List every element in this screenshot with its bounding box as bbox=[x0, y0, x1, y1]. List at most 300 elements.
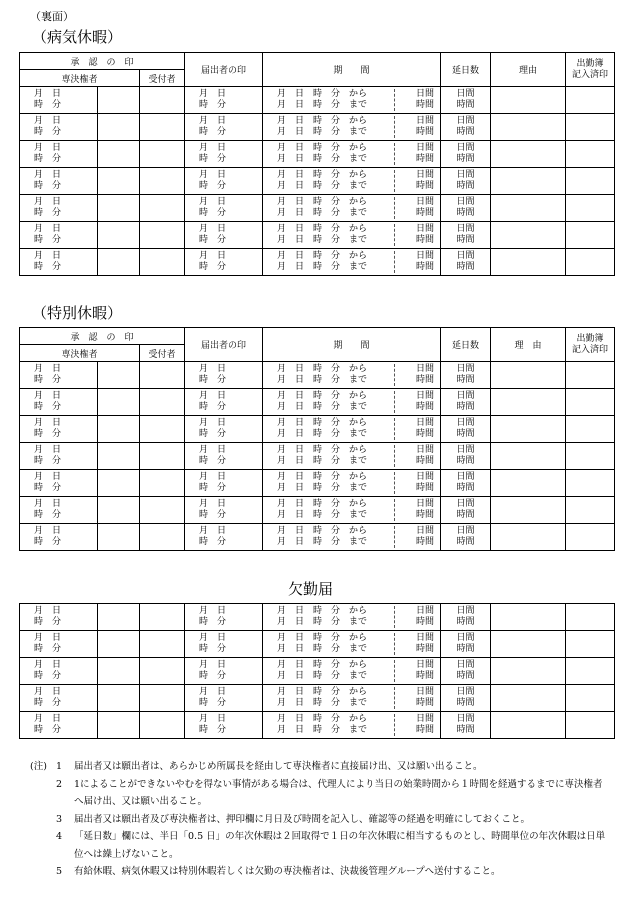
days-unit: 日間 bbox=[456, 197, 475, 207]
approver-time-cell[interactable] bbox=[20, 389, 98, 416]
days-unit: 日間 bbox=[416, 116, 435, 126]
month-day-label: 月 日 bbox=[199, 418, 227, 428]
approver-seal-cell[interactable] bbox=[98, 443, 140, 470]
hour-minute-label: 時 分 bbox=[199, 208, 227, 218]
receiver-seal-cell[interactable] bbox=[140, 631, 185, 658]
period-from-label: 月 日 時 分 から bbox=[277, 526, 368, 536]
days-unit: 日間 bbox=[415, 606, 434, 616]
applicant-seal-cell[interactable] bbox=[185, 389, 263, 416]
period-duration bbox=[416, 416, 434, 442]
period-to-label: 月 日 時 分 まで bbox=[277, 671, 368, 681]
month-day-label: 月 日 bbox=[34, 633, 62, 643]
approver-seal-cell[interactable] bbox=[98, 524, 140, 551]
attendance-seal-cell[interactable] bbox=[566, 141, 615, 168]
attendance-seal-cell[interactable] bbox=[566, 87, 615, 114]
hours-unit: 時間 bbox=[416, 235, 435, 245]
period-duration bbox=[416, 195, 434, 221]
approver-time-cell[interactable] bbox=[20, 416, 98, 443]
receiver-seal-cell[interactable] bbox=[140, 604, 185, 631]
table-row bbox=[20, 497, 615, 524]
days-unit: 日間 bbox=[456, 89, 475, 99]
attendance-header-line2: 記入済印 bbox=[572, 69, 609, 80]
days-unit: 日間 bbox=[416, 197, 435, 207]
applicant-seal-cell[interactable] bbox=[185, 195, 263, 222]
period-divider bbox=[394, 606, 395, 628]
receiver-seal-cell[interactable] bbox=[140, 168, 185, 195]
applicant-seal-cell[interactable] bbox=[185, 685, 263, 712]
attendance-seal-cell[interactable] bbox=[566, 195, 615, 222]
month-day-label: 月 日 bbox=[34, 687, 62, 697]
applicant-seal-cell[interactable] bbox=[185, 443, 263, 470]
sick-leave-table bbox=[19, 52, 615, 276]
hours-unit: 時間 bbox=[416, 456, 435, 466]
note-text: 「延日数」欄には、半日「0.5 日」の年次休暇は２回取得で１日の年次休暇に相当するものとし、時間単位の年次休暇は日単位へは繰上げないこと。 bbox=[74, 831, 606, 860]
table-row bbox=[20, 470, 615, 497]
receiver-seal-cell[interactable] bbox=[140, 685, 185, 712]
attendance-seal-cell[interactable] bbox=[566, 685, 615, 712]
receiver-seal-cell[interactable] bbox=[140, 87, 185, 114]
period-from-label: 月 日 時 分 から bbox=[277, 472, 368, 482]
period-cell[interactable] bbox=[263, 604, 441, 631]
month-day-label: 月 日 bbox=[34, 170, 62, 180]
period-divider bbox=[394, 714, 395, 736]
period-divider bbox=[394, 251, 395, 273]
table-row bbox=[20, 604, 615, 631]
receiver-seal-cell[interactable] bbox=[140, 362, 185, 389]
approver-time-cell[interactable] bbox=[20, 685, 98, 712]
table-row bbox=[20, 362, 615, 389]
approver-seal-cell[interactable] bbox=[98, 685, 140, 712]
hours-unit: 時間 bbox=[456, 375, 475, 385]
period-divider bbox=[394, 633, 395, 655]
period-cell[interactable] bbox=[263, 389, 441, 416]
reason-cell[interactable] bbox=[491, 195, 566, 222]
period-from-label: 月 日 時 分 から bbox=[277, 224, 368, 234]
applicant-seal-cell[interactable] bbox=[185, 168, 263, 195]
days-unit: 日間 bbox=[456, 606, 475, 616]
period-from-label: 月 日 時 分 から bbox=[277, 89, 368, 99]
reason-cell[interactable] bbox=[491, 389, 566, 416]
period-to-label: 月 日 時 分 まで bbox=[277, 208, 368, 218]
applicant-seal-cell[interactable] bbox=[185, 141, 263, 168]
attendance-seal-cell[interactable] bbox=[566, 658, 615, 685]
attendance-seal-cell[interactable] bbox=[566, 389, 615, 416]
attendance-seal-cell[interactable] bbox=[566, 222, 615, 249]
period-from-label: 月 日 時 分 から bbox=[277, 143, 368, 153]
hour-minute-label: 時 分 bbox=[34, 510, 62, 520]
period-cell[interactable] bbox=[263, 195, 441, 222]
applicant-seal-cell[interactable] bbox=[185, 87, 263, 114]
approver-seal-cell[interactable] bbox=[98, 470, 140, 497]
reason-cell[interactable] bbox=[491, 470, 566, 497]
total-days-cell[interactable] bbox=[441, 168, 491, 195]
total-days-cell[interactable] bbox=[441, 362, 491, 389]
applicant-seal-cell[interactable] bbox=[185, 631, 263, 658]
approver-seal-cell[interactable] bbox=[98, 416, 140, 443]
hours-unit: 時間 bbox=[416, 429, 435, 439]
total-days-cell[interactable] bbox=[441, 470, 491, 497]
period-duration bbox=[416, 443, 434, 469]
days-unit: 日間 bbox=[416, 391, 435, 401]
days-unit: 日間 bbox=[456, 143, 475, 153]
period-divider bbox=[394, 499, 395, 521]
attendance-seal-cell[interactable] bbox=[566, 470, 615, 497]
table-row bbox=[20, 631, 615, 658]
approver-seal-cell[interactable] bbox=[98, 141, 140, 168]
hour-minute-label: 時 分 bbox=[199, 402, 227, 412]
period-from-label: 月 日 時 分 から bbox=[277, 364, 368, 374]
period-to-label: 月 日 時 分 まで bbox=[277, 235, 368, 245]
period-duration bbox=[416, 712, 434, 738]
special-leave-table bbox=[19, 327, 615, 551]
period-to-label: 月 日 時 分 まで bbox=[277, 375, 368, 385]
period-to-label: 月 日 時 分 まで bbox=[277, 617, 368, 627]
approval-header: 承 認 の 印 bbox=[20, 53, 185, 70]
period-cell[interactable] bbox=[263, 114, 441, 141]
hour-minute-label: 時 分 bbox=[34, 644, 62, 654]
approver-time-cell[interactable] bbox=[20, 470, 98, 497]
hour-minute-label: 時 分 bbox=[34, 483, 62, 493]
note-text: 届出者又は願出者及び専決権者は、押印欄に月日及び時間を記入し、確認等の経過を明確にしておくこと。 bbox=[74, 813, 531, 825]
period-divider bbox=[394, 418, 395, 440]
hours-unit: 時間 bbox=[416, 375, 435, 385]
total-days-cell[interactable] bbox=[441, 604, 491, 631]
table-row bbox=[20, 416, 615, 443]
attendance-seal-cell[interactable] bbox=[566, 362, 615, 389]
hours-unit: 時間 bbox=[416, 181, 435, 191]
month-day-label: 月 日 bbox=[34, 714, 62, 724]
period-duration bbox=[416, 362, 434, 388]
approver-time-cell[interactable] bbox=[20, 87, 98, 114]
table-row bbox=[20, 658, 615, 685]
receiver-header: 受付者 bbox=[140, 70, 185, 87]
total-days-cell[interactable] bbox=[441, 222, 491, 249]
reason-cell[interactable] bbox=[491, 362, 566, 389]
period-cell[interactable] bbox=[263, 443, 441, 470]
month-day-label: 月 日 bbox=[199, 472, 227, 482]
month-day-label: 月 日 bbox=[199, 116, 227, 126]
month-day-label: 月 日 bbox=[34, 499, 62, 509]
hours-unit: 時間 bbox=[456, 671, 475, 681]
hours-unit: 時間 bbox=[456, 725, 475, 735]
hour-minute-label: 時 分 bbox=[34, 402, 62, 412]
reason-header: 理 由 bbox=[491, 328, 566, 362]
period-to-label: 月 日 時 分 まで bbox=[277, 725, 368, 735]
total-days-cell[interactable] bbox=[441, 685, 491, 712]
reason-cell[interactable] bbox=[491, 685, 566, 712]
hour-minute-label: 時 分 bbox=[199, 100, 227, 110]
approver-time-cell[interactable] bbox=[20, 168, 98, 195]
reason-cell[interactable] bbox=[491, 524, 566, 551]
days-unit: 日間 bbox=[416, 224, 435, 234]
receiver-seal-cell[interactable] bbox=[140, 114, 185, 141]
applicant-seal-cell[interactable] bbox=[185, 362, 263, 389]
approver-time-cell[interactable] bbox=[20, 497, 98, 524]
total-days-cell[interactable] bbox=[441, 141, 491, 168]
applicant-seal-cell[interactable] bbox=[185, 222, 263, 249]
receiver-seal-cell[interactable] bbox=[140, 470, 185, 497]
hours-unit: 時間 bbox=[456, 402, 475, 412]
hour-minute-label: 時 分 bbox=[34, 537, 62, 547]
total-days-cell[interactable] bbox=[441, 631, 491, 658]
hour-minute-label: 時 分 bbox=[199, 154, 227, 164]
applicant-seal-cell[interactable] bbox=[185, 712, 263, 739]
period-to-label: 月 日 時 分 まで bbox=[277, 537, 368, 547]
receiver-seal-cell[interactable] bbox=[140, 712, 185, 739]
period-to-label: 月 日 時 分 まで bbox=[277, 127, 368, 137]
applicant-seal-cell[interactable] bbox=[185, 416, 263, 443]
applicant-seal-cell[interactable] bbox=[185, 249, 263, 276]
approver-seal-cell[interactable] bbox=[98, 604, 140, 631]
receiver-seal-cell[interactable] bbox=[140, 249, 185, 276]
total-days-cell[interactable] bbox=[441, 658, 491, 685]
reason-cell[interactable] bbox=[491, 168, 566, 195]
attendance-seal-cell[interactable] bbox=[566, 631, 615, 658]
approver-time-cell[interactable] bbox=[20, 604, 98, 631]
days-unit: 日間 bbox=[416, 418, 435, 428]
days-unit: 日間 bbox=[456, 714, 475, 724]
approver-time-cell[interactable] bbox=[20, 443, 98, 470]
total-days-cell[interactable] bbox=[441, 249, 491, 276]
approver-seal-cell[interactable] bbox=[98, 87, 140, 114]
reason-header: 理由 bbox=[491, 53, 566, 87]
receiver-seal-cell[interactable] bbox=[140, 658, 185, 685]
total-days-cell[interactable] bbox=[441, 416, 491, 443]
table-row bbox=[20, 195, 615, 222]
period-cell[interactable] bbox=[263, 658, 441, 685]
month-day-label: 月 日 bbox=[34, 364, 62, 374]
days-unit: 日間 bbox=[416, 251, 435, 261]
days-unit: 日間 bbox=[416, 526, 435, 536]
section-title-special: （特別休暇） bbox=[32, 304, 123, 322]
days-unit: 日間 bbox=[416, 143, 435, 153]
reason-cell[interactable] bbox=[491, 87, 566, 114]
approver-time-cell[interactable] bbox=[20, 114, 98, 141]
period-from-label: 月 日 時 分 から bbox=[277, 170, 368, 180]
total-days-cell[interactable] bbox=[441, 524, 491, 551]
period-cell[interactable] bbox=[263, 497, 441, 524]
applicant-seal-header: 届出者の印 bbox=[185, 53, 263, 87]
approver-time-cell[interactable] bbox=[20, 524, 98, 551]
approver-time-cell[interactable] bbox=[20, 631, 98, 658]
days-unit: 日間 bbox=[456, 418, 475, 428]
applicant-seal-cell[interactable] bbox=[185, 114, 263, 141]
note-item bbox=[30, 776, 610, 811]
total-days-cell[interactable] bbox=[441, 389, 491, 416]
period-from-label: 月 日 時 分 から bbox=[277, 606, 368, 616]
attendance-seal-cell[interactable] bbox=[566, 416, 615, 443]
period-from-label: 月 日 時 分 から bbox=[277, 391, 368, 401]
period-to-label: 月 日 時 分 まで bbox=[277, 262, 368, 272]
hour-minute-label: 時 分 bbox=[199, 510, 227, 520]
attendance-seal-cell[interactable] bbox=[566, 604, 615, 631]
period-divider bbox=[394, 526, 395, 548]
days-unit: 日間 bbox=[456, 660, 475, 670]
period-duration bbox=[416, 497, 434, 523]
hour-minute-label: 時 分 bbox=[199, 483, 227, 493]
hour-minute-label: 時 分 bbox=[34, 208, 62, 218]
attendance-seal-cell[interactable] bbox=[566, 249, 615, 276]
days-unit: 日間 bbox=[415, 714, 434, 724]
attendance-header-line2: 記入済印 bbox=[572, 344, 609, 355]
approver-seal-cell[interactable] bbox=[98, 114, 140, 141]
reason-cell[interactable] bbox=[491, 631, 566, 658]
hours-unit: 時間 bbox=[416, 154, 435, 164]
days-unit: 日間 bbox=[456, 224, 475, 234]
attendance-seal-cell[interactable] bbox=[566, 114, 615, 141]
hour-minute-label: 時 分 bbox=[199, 698, 227, 708]
period-cell[interactable] bbox=[263, 168, 441, 195]
period-cell[interactable] bbox=[263, 249, 441, 276]
hours-unit: 時間 bbox=[456, 181, 475, 191]
approver-time-cell[interactable] bbox=[20, 362, 98, 389]
month-day-label: 月 日 bbox=[199, 391, 227, 401]
approver-time-cell[interactable] bbox=[20, 249, 98, 276]
reason-cell[interactable] bbox=[491, 712, 566, 739]
approver-seal-cell[interactable] bbox=[98, 658, 140, 685]
period-duration bbox=[416, 222, 434, 248]
approver-seal-cell[interactable] bbox=[98, 249, 140, 276]
applicant-seal-cell[interactable] bbox=[185, 470, 263, 497]
days-unit: 日間 bbox=[456, 391, 475, 401]
receiver-seal-cell[interactable] bbox=[140, 524, 185, 551]
receiver-seal-cell[interactable] bbox=[140, 497, 185, 524]
hour-minute-label: 時 分 bbox=[34, 671, 62, 681]
hours-unit: 時間 bbox=[456, 262, 475, 272]
period-cell[interactable] bbox=[263, 470, 441, 497]
note-item bbox=[30, 863, 610, 881]
period-cell[interactable] bbox=[263, 712, 441, 739]
approver-header: 専決権者 bbox=[20, 70, 140, 87]
days-unit: 日間 bbox=[416, 499, 435, 509]
days-unit: 日間 bbox=[456, 251, 475, 261]
approver-seal-cell[interactable] bbox=[98, 195, 140, 222]
attendance-seal-cell[interactable] bbox=[566, 168, 615, 195]
period-cell[interactable] bbox=[263, 524, 441, 551]
receiver-header: 受付者 bbox=[140, 345, 185, 362]
period-to-label: 月 日 時 分 まで bbox=[277, 456, 368, 466]
receiver-seal-cell[interactable] bbox=[140, 389, 185, 416]
period-cell[interactable] bbox=[263, 87, 441, 114]
reason-cell[interactable] bbox=[491, 222, 566, 249]
total-days-cell[interactable] bbox=[441, 443, 491, 470]
approval-header: 承 認 の 印 bbox=[20, 328, 185, 345]
month-day-label: 月 日 bbox=[34, 251, 62, 261]
applicant-seal-cell[interactable] bbox=[185, 524, 263, 551]
table-row bbox=[20, 389, 615, 416]
note-number: 5 bbox=[56, 866, 63, 877]
receiver-seal-cell[interactable] bbox=[140, 195, 185, 222]
reason-cell[interactable] bbox=[491, 141, 566, 168]
reason-cell[interactable] bbox=[491, 497, 566, 524]
period-duration bbox=[416, 141, 434, 167]
hour-minute-label: 時 分 bbox=[199, 537, 227, 547]
month-day-label: 月 日 bbox=[34, 472, 62, 482]
total-days-cell[interactable] bbox=[441, 712, 491, 739]
approver-time-cell[interactable] bbox=[20, 658, 98, 685]
approver-seal-cell[interactable] bbox=[98, 712, 140, 739]
period-to-label: 月 日 時 分 まで bbox=[277, 698, 368, 708]
applicant-seal-cell[interactable] bbox=[185, 497, 263, 524]
period-to-label: 月 日 時 分 まで bbox=[277, 483, 368, 493]
approver-seal-cell[interactable] bbox=[98, 631, 140, 658]
reason-cell[interactable] bbox=[491, 416, 566, 443]
days-unit: 日間 bbox=[416, 472, 435, 482]
period-duration bbox=[416, 604, 434, 630]
attendance-seal-cell[interactable] bbox=[566, 712, 615, 739]
period-cell[interactable] bbox=[263, 362, 441, 389]
receiver-seal-cell[interactable] bbox=[140, 443, 185, 470]
reason-cell[interactable] bbox=[491, 443, 566, 470]
days-unit: 日間 bbox=[456, 633, 475, 643]
period-from-label: 月 日 時 分 から bbox=[277, 116, 368, 126]
hours-unit: 時間 bbox=[456, 127, 475, 137]
period-cell[interactable] bbox=[263, 141, 441, 168]
hours-unit: 時間 bbox=[415, 617, 434, 627]
approver-seal-cell[interactable] bbox=[98, 168, 140, 195]
hour-minute-label: 時 分 bbox=[34, 698, 62, 708]
period-to-label: 月 日 時 分 まで bbox=[277, 402, 368, 412]
hours-unit: 時間 bbox=[415, 725, 434, 735]
period-cell[interactable] bbox=[263, 631, 441, 658]
reason-cell[interactable] bbox=[491, 114, 566, 141]
month-day-label: 月 日 bbox=[199, 364, 227, 374]
reason-cell[interactable] bbox=[491, 658, 566, 685]
period-cell[interactable] bbox=[263, 685, 441, 712]
total-days-cell[interactable] bbox=[441, 497, 491, 524]
total-days-cell[interactable] bbox=[441, 87, 491, 114]
hours-unit: 時間 bbox=[456, 510, 475, 520]
period-duration bbox=[416, 168, 434, 194]
month-day-label: 月 日 bbox=[34, 660, 62, 670]
hours-unit: 時間 bbox=[415, 671, 434, 681]
approver-seal-cell[interactable] bbox=[98, 497, 140, 524]
reason-cell[interactable] bbox=[491, 604, 566, 631]
total-days-cell[interactable] bbox=[441, 114, 491, 141]
attendance-seal-cell[interactable] bbox=[566, 497, 615, 524]
attendance-seal-cell[interactable] bbox=[566, 443, 615, 470]
total-days-cell[interactable] bbox=[441, 195, 491, 222]
receiver-seal-cell[interactable] bbox=[140, 416, 185, 443]
hours-unit: 時間 bbox=[456, 100, 475, 110]
applicant-seal-cell[interactable] bbox=[185, 604, 263, 631]
reason-cell[interactable] bbox=[491, 249, 566, 276]
approver-seal-cell[interactable] bbox=[98, 362, 140, 389]
section-title-absence: 欠勤届 bbox=[288, 580, 334, 598]
period-cell[interactable] bbox=[263, 222, 441, 249]
period-cell[interactable] bbox=[263, 416, 441, 443]
month-day-label: 月 日 bbox=[34, 116, 62, 126]
table-row bbox=[20, 222, 615, 249]
applicant-seal-cell[interactable] bbox=[185, 658, 263, 685]
hour-minute-label: 時 分 bbox=[34, 617, 62, 627]
approver-time-cell[interactable] bbox=[20, 222, 98, 249]
note-number: 3 bbox=[56, 813, 63, 825]
approver-time-cell[interactable] bbox=[20, 141, 98, 168]
period-header: 期 間 bbox=[263, 328, 441, 362]
period-to-label: 月 日 時 分 まで bbox=[277, 429, 368, 439]
approver-time-cell[interactable] bbox=[20, 195, 98, 222]
approver-time-cell[interactable] bbox=[20, 712, 98, 739]
approver-seal-cell[interactable] bbox=[98, 389, 140, 416]
receiver-seal-cell[interactable] bbox=[140, 141, 185, 168]
hours-unit: 時間 bbox=[456, 235, 475, 245]
hour-minute-label: 時 分 bbox=[34, 181, 62, 191]
period-from-label: 月 日 時 分 から bbox=[277, 633, 368, 643]
attendance-seal-cell[interactable] bbox=[566, 524, 615, 551]
receiver-seal-cell[interactable] bbox=[140, 222, 185, 249]
approver-seal-cell[interactable] bbox=[98, 222, 140, 249]
